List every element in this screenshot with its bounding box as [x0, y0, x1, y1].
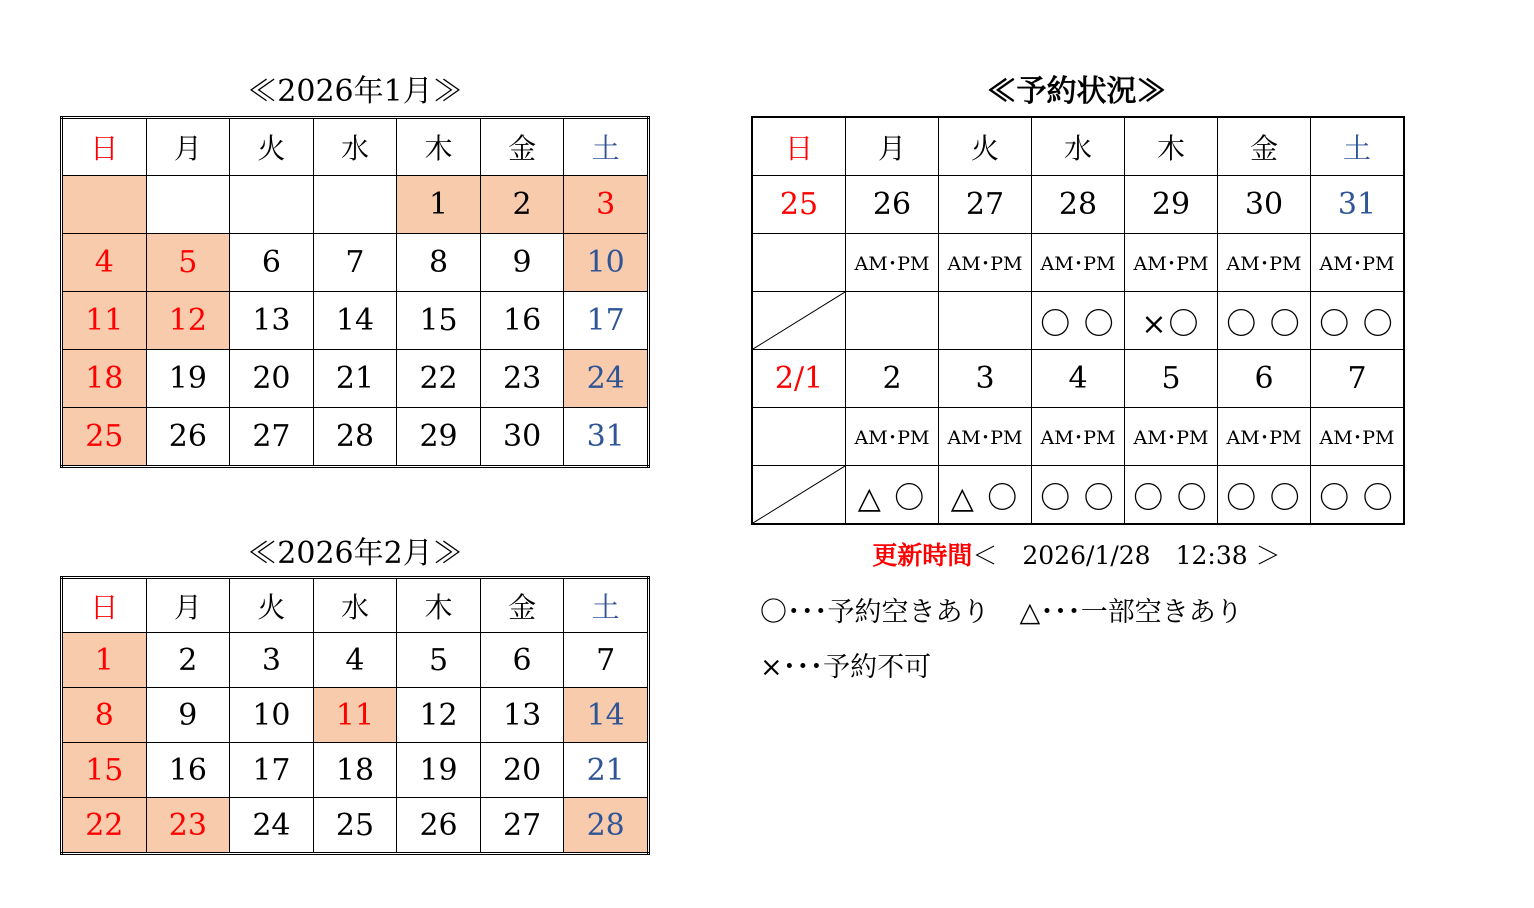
day-cell: 31	[564, 408, 649, 467]
legend-row	[760, 645, 931, 684]
date-cell: 26	[846, 176, 939, 234]
day-cell: 14	[564, 688, 649, 743]
weekday-header: 月	[146, 118, 230, 176]
day-cell: 11	[62, 292, 147, 350]
legend-available: 〇･･･予約空きあり	[760, 597, 990, 628]
day-cell	[62, 176, 147, 234]
day-cell: 24	[564, 350, 649, 408]
weekday-header: 火	[230, 118, 314, 176]
day-cell: 11	[313, 688, 397, 743]
day-cell: 28	[564, 798, 649, 854]
day-cell: 17	[564, 292, 649, 350]
february-calendar	[60, 576, 650, 855]
reservation-date-row	[752, 350, 1404, 408]
ampm-cell: AM･PM	[1311, 234, 1405, 292]
day-cell: 26	[146, 408, 230, 467]
reservation-ampm-row	[752, 408, 1404, 466]
reservation-status-row	[752, 292, 1404, 350]
weekday-header: 木	[1125, 117, 1218, 176]
weekday-header: 日	[752, 117, 846, 176]
day-cell: 18	[313, 743, 397, 798]
date-cell: 6	[1218, 350, 1311, 408]
ampm-cell: AM･PM	[1218, 234, 1311, 292]
ampm-cell: AM･PM	[1032, 408, 1125, 466]
february-calendar-title: ≪2026年2月≫	[247, 536, 463, 571]
calendar-week-row	[62, 688, 649, 743]
calendar-week-row	[62, 350, 649, 408]
ampm-cell: AM･PM	[1032, 234, 1125, 292]
january-calendar-title: ≪2026年1月≫	[247, 74, 463, 109]
status-cell: △ 〇	[939, 466, 1032, 525]
reservation-ampm-row	[752, 234, 1404, 292]
day-cell: 13	[230, 292, 314, 350]
status-cell: 〇 〇	[1032, 292, 1125, 350]
date-cell: 4	[1032, 350, 1125, 408]
day-cell	[230, 176, 314, 234]
date-cell: 3	[939, 350, 1032, 408]
weekday-header: 日	[62, 578, 147, 633]
diagonal-slash-cell	[752, 292, 846, 350]
day-cell: 20	[480, 743, 564, 798]
day-cell: 8	[397, 234, 481, 292]
day-cell: 20	[230, 350, 314, 408]
day-cell: 6	[230, 234, 314, 292]
weekday-header: 月	[846, 117, 939, 176]
day-cell: 7	[564, 633, 649, 688]
weekday-header: 水	[313, 578, 397, 633]
day-cell: 4	[62, 234, 147, 292]
update-time	[751, 536, 1402, 572]
day-cell: 6	[480, 633, 564, 688]
diagonal-line	[753, 292, 845, 349]
reservation-status-row	[752, 466, 1404, 525]
date-cell: 27	[939, 176, 1032, 234]
calendar-week-row	[62, 743, 649, 798]
day-cell: 25	[62, 408, 147, 467]
day-cell: 16	[146, 743, 230, 798]
weekday-header: 木	[397, 118, 481, 176]
day-cell	[313, 176, 397, 234]
calendar-week-row	[62, 798, 649, 854]
status-cell: 〇 〇	[1311, 466, 1405, 525]
ampm-cell: AM･PM	[1218, 408, 1311, 466]
day-cell: 24	[230, 798, 314, 854]
day-cell: 8	[62, 688, 147, 743]
ampm-cell: AM･PM	[939, 408, 1032, 466]
weekday-header: 土	[1311, 117, 1405, 176]
calendar-week-row	[62, 408, 649, 467]
day-cell: 29	[397, 408, 481, 467]
day-cell: 21	[564, 743, 649, 798]
date-cell: 29	[1125, 176, 1218, 234]
day-cell: 2	[146, 633, 230, 688]
ampm-cell: AM･PM	[1125, 234, 1218, 292]
day-cell: 12	[397, 688, 481, 743]
diagonal-slash-cell	[752, 466, 846, 525]
ampm-cell: AM･PM	[846, 234, 939, 292]
weekday-header: 土	[564, 118, 649, 176]
day-cell: 10	[564, 234, 649, 292]
status-cell: 〇 〇	[1311, 292, 1405, 350]
day-cell: 22	[62, 798, 147, 854]
status-cell	[939, 292, 1032, 350]
day-cell: 9	[146, 688, 230, 743]
day-cell	[146, 176, 230, 234]
legend-row	[760, 590, 1243, 629]
day-cell: 9	[480, 234, 564, 292]
weekday-header: 金	[480, 578, 564, 633]
day-cell: 15	[62, 743, 147, 798]
status-cell: ×〇	[1125, 292, 1218, 350]
weekday-header: 水	[1032, 117, 1125, 176]
date-cell: 28	[1032, 176, 1125, 234]
date-cell: 30	[1218, 176, 1311, 234]
date-cell: 31	[1311, 176, 1405, 234]
legend-unavailable: ×･･･予約不可	[760, 652, 932, 683]
day-cell: 25	[313, 798, 397, 854]
status-cell: 〇 〇	[1218, 466, 1311, 525]
calendar-week-row	[62, 176, 649, 234]
weekday-header-row	[62, 118, 649, 176]
reservation-date-row	[752, 176, 1404, 234]
day-cell: 10	[230, 688, 314, 743]
day-cell: 19	[146, 350, 230, 408]
status-cell: △ 〇	[846, 466, 939, 525]
day-cell: 17	[230, 743, 314, 798]
day-cell: 28	[313, 408, 397, 467]
weekday-header: 火	[230, 578, 314, 633]
update-time-label: 更新時間	[872, 541, 973, 570]
day-cell: 27	[230, 408, 314, 467]
weekday-header: 金	[1218, 117, 1311, 176]
weekday-header: 日	[62, 118, 147, 176]
ampm-cell	[752, 234, 846, 292]
date-cell: 2/1	[752, 350, 846, 408]
day-cell: 19	[397, 743, 481, 798]
date-cell: 7	[1311, 350, 1405, 408]
diagonal-line	[753, 466, 845, 523]
day-cell: 4	[313, 633, 397, 688]
day-cell: 23	[480, 350, 564, 408]
day-cell: 7	[313, 234, 397, 292]
weekday-header-row	[752, 117, 1404, 176]
day-cell: 22	[397, 350, 481, 408]
date-cell: 25	[752, 176, 846, 234]
ampm-cell: AM･PM	[1125, 408, 1218, 466]
legend-partial: △･･･一部空きあり	[1019, 597, 1243, 628]
day-cell: 1	[62, 633, 147, 688]
day-cell: 12	[146, 292, 230, 350]
day-cell: 2	[480, 176, 564, 234]
ampm-cell: AM･PM	[846, 408, 939, 466]
calendar-week-row	[62, 292, 649, 350]
weekday-header: 水	[313, 118, 397, 176]
day-cell: 26	[397, 798, 481, 854]
day-cell: 15	[397, 292, 481, 350]
date-cell: 5	[1125, 350, 1218, 408]
weekday-header: 金	[480, 118, 564, 176]
weekday-header: 木	[397, 578, 481, 633]
day-cell: 16	[480, 292, 564, 350]
day-cell: 5	[146, 234, 230, 292]
calendar-week-row	[62, 633, 649, 688]
day-cell: 14	[313, 292, 397, 350]
day-cell: 21	[313, 350, 397, 408]
day-cell: 5	[397, 633, 481, 688]
status-cell: 〇 〇	[1125, 466, 1218, 525]
status-cell	[846, 292, 939, 350]
calendar-week-row	[62, 234, 649, 292]
day-cell: 23	[146, 798, 230, 854]
reservation-status-title: ≪予約状況≫	[986, 74, 1167, 109]
day-cell: 3	[564, 176, 649, 234]
weekday-header: 土	[564, 578, 649, 633]
reservation-status-table	[751, 116, 1405, 525]
day-cell: 1	[397, 176, 481, 234]
status-cell: 〇 〇	[1032, 466, 1125, 525]
day-cell: 27	[480, 798, 564, 854]
day-cell: 13	[480, 688, 564, 743]
ampm-cell: AM･PM	[1311, 408, 1405, 466]
ampm-cell	[752, 408, 846, 466]
weekday-header: 火	[939, 117, 1032, 176]
day-cell: 30	[480, 408, 564, 467]
ampm-cell: AM･PM	[939, 234, 1032, 292]
update-time-value: ＜ 2026/1/28 12:38 ＞	[972, 541, 1281, 570]
weekday-header: 月	[146, 578, 230, 633]
date-cell: 2	[846, 350, 939, 408]
day-cell: 3	[230, 633, 314, 688]
january-calendar	[60, 116, 650, 468]
day-cell: 18	[62, 350, 147, 408]
status-cell: 〇 〇	[1218, 292, 1311, 350]
weekday-header-row	[62, 578, 649, 633]
